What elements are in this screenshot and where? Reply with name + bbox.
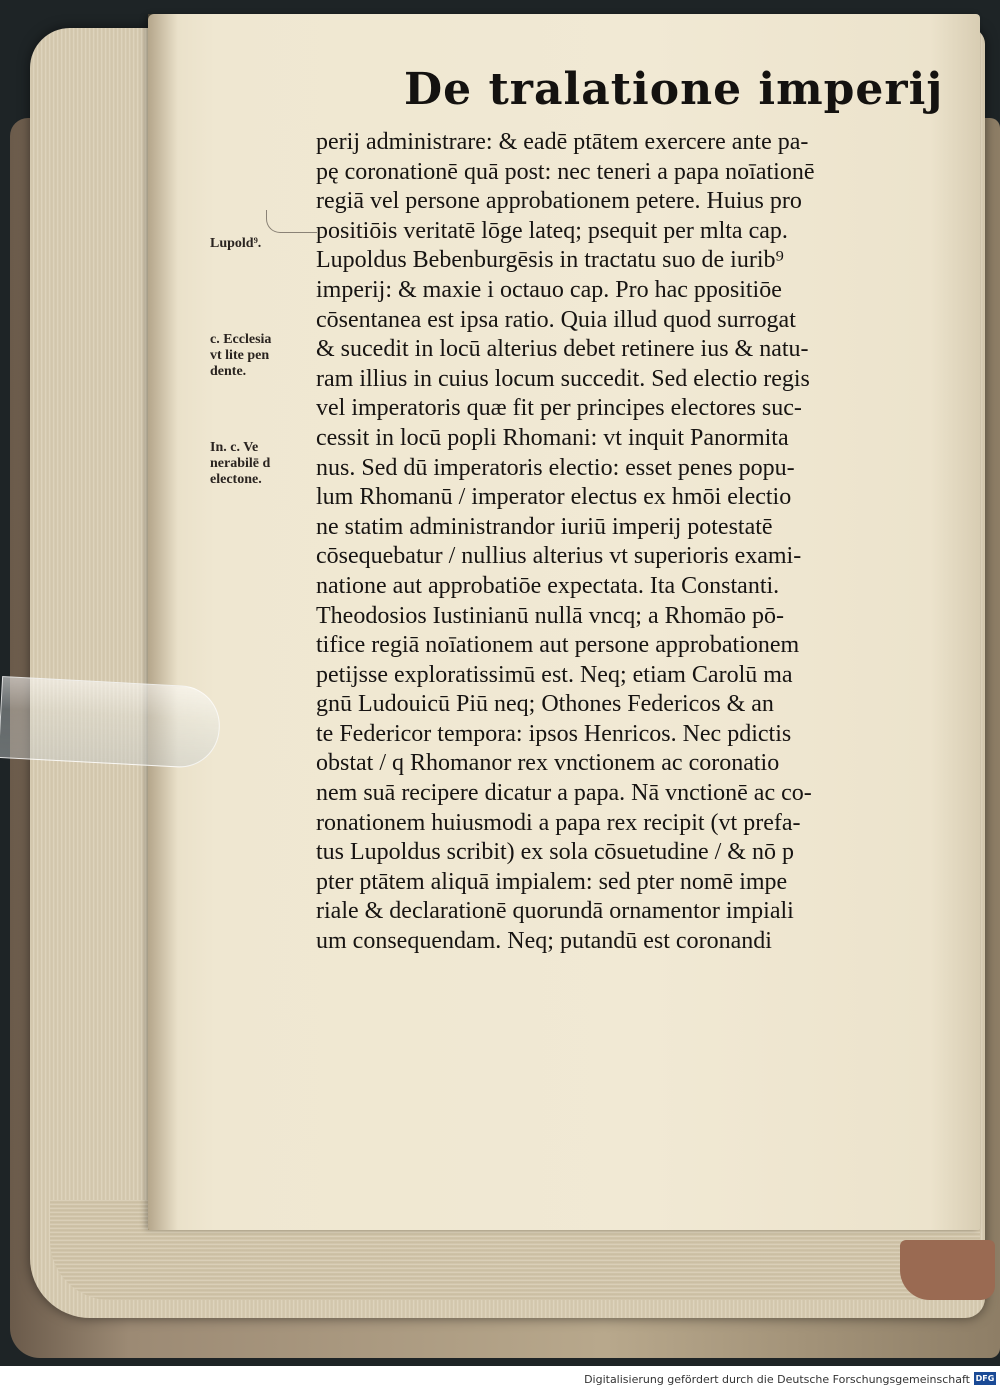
text-line: tifice regiā noīationem aut persone approbationem — [316, 632, 800, 659]
marginal-note-line: In. c. Ve — [210, 440, 259, 455]
book-page — [148, 14, 980, 1230]
main-text-block — [316, 128, 896, 957]
text-line: positiōis veritatē lōge lateq; psequit per mlta cap. — [316, 217, 788, 244]
text-line: obstat / q Rhomanor rex vnctionem ac coronatio — [316, 750, 780, 777]
text-line: te Federicor tempora: ipsos Henricos. Nec pdictis — [316, 720, 792, 747]
pencil-annotation-mark — [266, 210, 317, 233]
marginal-note-line: vt lite pen — [210, 348, 270, 363]
plexiglass-page-holder — [0, 676, 222, 769]
text-line: pter ptātem aliquā impialem: sed pter nomē impe — [316, 868, 788, 895]
funding-credit: Digitalisierung gefördert durch die Deutsche Forschungsgemeinschaft — [584, 1373, 970, 1386]
marginal-note-line: dente. — [210, 364, 247, 379]
marginal-note-line: electone. — [210, 472, 262, 487]
text-line: cōsentanea est ipsa ratio. Quia illud quod surrogat — [316, 306, 796, 333]
text-line: ne statim administrandor iuriū imperij potestatē — [316, 513, 773, 540]
text-line: um consequendam. Neq; putandū est coronandi — [316, 928, 772, 955]
dfg-logo-icon: DFG — [975, 1374, 995, 1383]
marginal-note-venerabilem — [210, 440, 310, 488]
marginal-note-line: Lupold⁹. — [210, 236, 262, 251]
text-line: & sucedit in locū alterius debet retinere ius & natu- — [316, 336, 809, 363]
footer-bar — [0, 1366, 1000, 1392]
text-line: gnū Ludouicū Piū neq; Othones Federicos & an — [316, 691, 774, 718]
text-line: ram illius in cuius locum succedit. Sed electio regis — [316, 365, 810, 392]
text-line: riale & declarationē quorundā ornamentor impiali — [316, 898, 794, 925]
text-line: cessit in locū popli Rhomani: vt inquit Panormita — [316, 424, 789, 451]
text-line: nem suā recipere dicatur a papa. Nā vnctionē ac co- — [316, 780, 812, 807]
text-line: regiā vel persone approbationem petere. Huius pro — [316, 188, 802, 215]
marginal-note-line: nerabilē d — [210, 456, 271, 471]
text-line: vel imperatoris quæ fit per principes electores suc- — [316, 395, 802, 422]
text-line: Theodosios Iustinianū nullā vncq; a Rhomāo pō- — [316, 602, 784, 629]
text-line: pę coronationē quā post: nec teneri a papa noīationē — [316, 158, 815, 185]
text-line: ronationem huiusmodi a papa rex recipit (vt prefa- — [316, 809, 801, 836]
marginal-note-lupoldus — [210, 236, 310, 252]
marginal-note-line: c. Ecclesia — [210, 332, 272, 347]
text-line: perij administrare: & eadē ptātem exercere ante pa- — [316, 129, 809, 155]
marginal-note-ecclesia — [210, 332, 310, 380]
text-line: lum Rhomanū / imperator electus ex hmōi electio — [316, 484, 792, 511]
text-line: petijsse exploratissimū est. Neq; etiam Carolū ma — [316, 661, 793, 688]
text-line: imperij: & maxie i octauo cap. Pro hac ppositiōe — [316, 276, 782, 303]
leather-cover-corner — [900, 1240, 995, 1300]
text-line: Lupoldus Bebenburgēsis in tractatu suo de iurib⁹ — [316, 247, 784, 274]
text-line: cōsequebatur / nullius alterius vt superioris exami- — [316, 543, 802, 570]
text-line: natione aut approbatiōe expectata. Ita Constanti. — [316, 572, 780, 599]
text-line: nus. Sed dū imperatoris electio: esset penes popu- — [316, 454, 795, 481]
text-line: tus Lupoldus scribit) ex sola cōsuetudine / & nō p — [316, 839, 794, 866]
running-header: De tralatione imperij — [404, 64, 944, 115]
page-gutter-shadow — [148, 14, 178, 1230]
